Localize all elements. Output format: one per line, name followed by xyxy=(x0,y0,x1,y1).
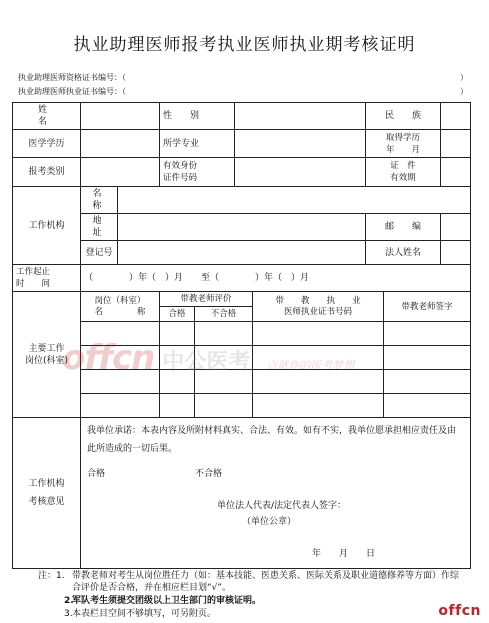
pass-cell[interactable] xyxy=(160,322,195,346)
note-2-text: 军队考生须提交团级以上卫生部门的审核证明。 xyxy=(72,596,262,606)
id-number-value[interactable] xyxy=(235,158,366,187)
review-opinion-label: 工作机构 考核意见 xyxy=(13,418,81,569)
note-1 xyxy=(38,570,466,594)
practice-cert-line xyxy=(18,86,468,97)
watermark-slogan: 点就你的医考梦想 xyxy=(266,359,355,372)
commitment-text: 我单位承诺：本表内容及所附材料真实、合法、有效。如有不实，我单位愿承担相应责任及由此所造成的一切后果。 xyxy=(87,426,457,454)
row-org-address xyxy=(13,214,471,241)
fail-header: 不合格 xyxy=(195,307,253,322)
legal-person-value[interactable] xyxy=(441,241,471,265)
exam-category-value[interactable] xyxy=(81,158,160,187)
gender-value[interactable] xyxy=(235,103,366,130)
legal-signature-label: 单位法人代表/法定代表人签字： xyxy=(217,501,347,511)
fail-cell[interactable] xyxy=(195,322,253,346)
teacher-sign-cell[interactable] xyxy=(384,346,471,370)
ethnicity-label: 民 族 xyxy=(366,103,441,130)
practice-cert-label: 执业助理医师执业证书编号：（ xyxy=(18,87,126,96)
teacher-sign-cell[interactable] xyxy=(384,394,471,418)
postcode-label: 邮 编 xyxy=(366,214,441,241)
exam-category-label: 报考类别 xyxy=(13,158,81,187)
teacher-cert-cell[interactable] xyxy=(253,370,384,394)
fail-cell[interactable] xyxy=(195,394,253,418)
teacher-cert-cell[interactable] xyxy=(253,346,384,370)
ethnicity-value[interactable] xyxy=(441,103,471,130)
reg-number-value[interactable] xyxy=(118,241,366,265)
medical-education-label: 医学学历 xyxy=(13,130,81,158)
pass-cell[interactable] xyxy=(160,394,195,418)
note-3-text: 本表栏目空间不够填写，可另附页。 xyxy=(72,609,217,619)
row-exam-category xyxy=(13,158,471,187)
offcn-logo: offcn xyxy=(438,603,481,619)
education-date-value[interactable] xyxy=(441,130,471,158)
medical-education-value[interactable] xyxy=(81,130,160,158)
valid-period-label: 证 件 有效期 xyxy=(366,158,441,187)
row-name xyxy=(13,103,471,130)
seal-label: （单位公章） xyxy=(242,517,297,527)
post-name-cell[interactable] xyxy=(81,394,160,418)
fail-cell[interactable] xyxy=(195,346,253,370)
work-period-value[interactable]: （ ）年（ ）月 至（ ）年（ ）月 xyxy=(81,265,471,292)
qualification-cert-label: 执业助理医师资格证书编号：（ xyxy=(18,73,126,82)
post-row-3 xyxy=(13,370,471,394)
note-2 xyxy=(46,595,466,607)
education-date-label: 取得学历 年 月 xyxy=(366,130,441,158)
note-2-label: 2. xyxy=(64,596,74,606)
major-label: 所学专业 xyxy=(160,130,235,158)
row-org-name xyxy=(13,187,471,214)
row-work-period xyxy=(13,265,471,292)
post-row-2 xyxy=(13,346,471,370)
post-name-cell[interactable] xyxy=(81,322,160,346)
pass-blank xyxy=(105,468,195,480)
row-education xyxy=(13,130,471,158)
teacher-eval-header: 带教老师评价 xyxy=(160,292,253,307)
post-name-cell[interactable] xyxy=(81,346,160,370)
date-line: 年 月 日 xyxy=(312,549,376,559)
page-title: 执业助理医师报考执业医师执业期考核证明 xyxy=(73,35,416,55)
address-value[interactable] xyxy=(118,214,366,241)
note-1-text: 带教老师对考生从岗位胜任力（如：基本技能、医患关系、医际关系及职业道德修养等方面）作综合评价是否合格，并在相应栏目划“√”。 xyxy=(72,571,460,593)
note-3-label: 3. xyxy=(64,609,73,619)
qualification-cert-end: ） xyxy=(460,73,468,82)
note-3 xyxy=(46,608,466,620)
watermark-cn: 中公医考 xyxy=(162,350,251,375)
fail-option[interactable]: 不合格 xyxy=(195,469,223,479)
org-name-label: 名 称 xyxy=(81,187,118,214)
valid-period-value[interactable] xyxy=(441,158,471,187)
row-org-registration xyxy=(13,241,471,265)
post-row-4 xyxy=(13,394,471,418)
name-value[interactable] xyxy=(81,103,160,130)
row-post-header-1 xyxy=(13,292,471,307)
post-row-1 xyxy=(13,322,471,346)
row-review-opinion xyxy=(13,418,471,569)
work-org-label: 工作机构 xyxy=(13,187,81,265)
pass-cell[interactable] xyxy=(160,370,195,394)
pass-fail-line xyxy=(87,468,464,480)
post-name-header: 岗位（科室） 名 称 xyxy=(81,292,160,322)
note-1-label: 注：1. xyxy=(38,571,65,581)
teacher-sign-header: 带教老师签字 xyxy=(384,292,471,322)
fail-cell[interactable] xyxy=(195,370,253,394)
postcode-value[interactable] xyxy=(441,214,471,241)
teacher-cert-cell[interactable] xyxy=(253,394,384,418)
assessment-form-table xyxy=(12,102,471,569)
address-label: 地 址 xyxy=(81,214,118,241)
legal-person-label: 法人姓名 xyxy=(366,241,441,265)
teacher-sign-cell[interactable] xyxy=(384,322,471,346)
main-post-label: 主要工作 岗位(科室) xyxy=(13,292,81,418)
qualification-cert-line xyxy=(18,72,468,83)
gender-label: 性 别 xyxy=(160,103,235,130)
pass-option[interactable]: 合格 xyxy=(87,469,106,479)
teacher-cert-header: 带 教 执 业 医师执业证书号码 xyxy=(253,292,384,322)
id-number-label: 有效身份 证件号码 xyxy=(160,158,235,187)
work-period-label: 工作起止 时 间 xyxy=(13,265,81,292)
pass-cell[interactable] xyxy=(160,346,195,370)
watermark-brand: offcn xyxy=(62,338,155,378)
teacher-sign-cell[interactable] xyxy=(384,370,471,394)
reg-number-label: 登记号 xyxy=(81,241,118,265)
major-value[interactable] xyxy=(235,130,366,158)
org-name-value[interactable] xyxy=(118,187,471,214)
teacher-cert-cell[interactable] xyxy=(253,322,384,346)
pass-header: 合格 xyxy=(160,307,195,322)
review-opinion-box xyxy=(81,418,471,569)
practice-cert-end: ） xyxy=(460,87,468,96)
post-name-cell[interactable] xyxy=(81,370,160,394)
name-label: 姓 名 xyxy=(13,103,81,130)
